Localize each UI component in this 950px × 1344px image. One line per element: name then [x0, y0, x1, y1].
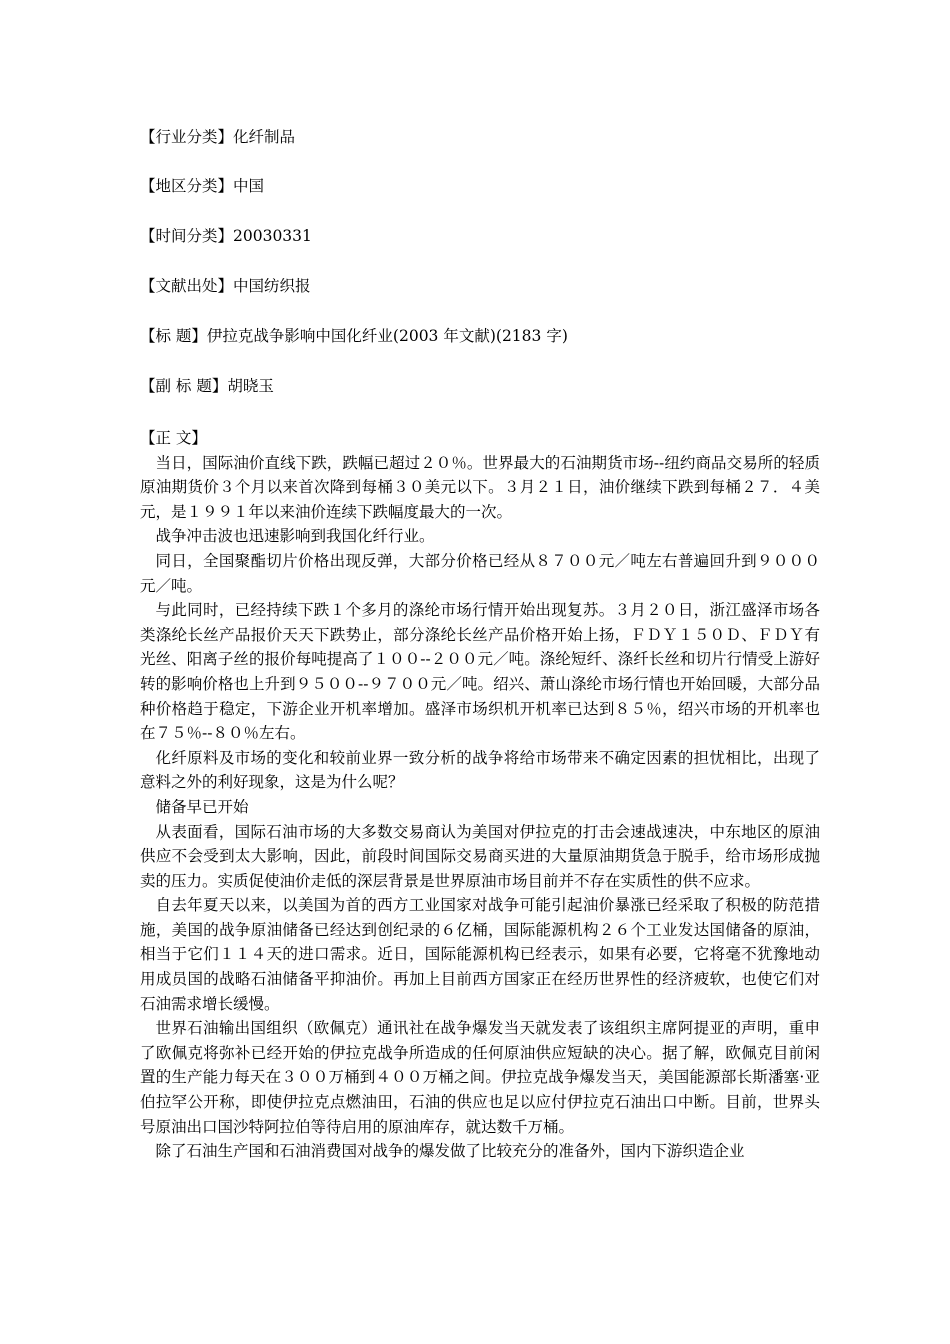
paragraph: 战争冲击波也迅速影响到我国化纤行业。 — [155, 527, 435, 546]
document-source: 【文献出处】中国纺织报 — [140, 277, 311, 295]
paragraph: 世界石油输出国组织（欧佩克）通讯社在战争爆发当天就发表了该组织主席阿提亚的声明，重申了欧佩克将弥补已经开始的伊拉克战争所造成的任何原油供应短缺的决心。据了解，欧佩克目前闲置的生产能力每天在３００万桶到４００万桶之间。伊拉克战争爆发当天，美国能源部长斯潘塞·亚伯拉罕公开称，即使伊拉克点燃油田，石油的供应也足以应付伊拉克石油出口中断。目前，世界头号原油出口国沙特阿拉伯等待启用的原油库存，就达数千万桶。 — [140, 1019, 820, 1136]
paragraph: 化纤原料及市场的变化和较前业界一致分析的战争将给市场带来不确定因素的担忧相比，出现了意料之外的利好现象，这是为什么呢？ — [140, 748, 820, 792]
industry-category: 【行业分类】化纤制品 — [140, 128, 296, 146]
document-subtitle: 【副 标 题】胡晓玉 — [140, 377, 274, 395]
body-heading: 【正 文】 — [140, 429, 207, 447]
body-text — [140, 426, 820, 1164]
paragraph: 同日，全国聚酯切片价格出现反弹，大部分价格已经从８７００元／吨左右普遍回升到９０００元／吨。 — [140, 551, 820, 595]
paragraph: 除了石油生产国和石油消费国对战争的爆发做了比较充分的准备外，国内下游织造企业 — [155, 1142, 745, 1161]
region-category: 【地区分类】中国 — [140, 177, 265, 195]
date-category: 【时间分类】20030331 — [140, 227, 312, 245]
section-subheading: 储备早已开始 — [155, 797, 249, 816]
document-title: 【标 题】伊拉克战争影响中国化纤业(2003 年文献)(2183 字) — [140, 327, 568, 345]
paragraph: 自去年夏天以来，以美国为首的西方工业国家对战争可能引起油价暴涨已经采取了积极的防范措施，美国的战争原油储备已经达到创纪录的６亿桶，国际能源机构２６个工业发达国储备的原油，相当于它们１１４天的进口需求。近日，国际能源机构已经表示，如果有必要，它将毫不犹豫地动用成员国的战略石油储备平抑油价。再加上目前西方国家正在经历世界性的经济疲软，也使它们对石油需求增长缓慢。 — [140, 896, 820, 1013]
paragraph: 从表面看，国际石油市场的大多数交易商认为美国对伊拉克的打击会速战速决，中东地区的原油供应不会受到太大影响，因此，前段时间国际交易商买进的大量原油期货急于脱手，给市场形成抛卖的压力。实质促使油价走低的深层背景是世界原油市场目前并不存在实质性的供不应求。 — [140, 822, 820, 890]
paragraph: 当日，国际油价直线下跌，跌幅已超过２０％。世界最大的石油期货市场--纽约商品交易所的轻质原油期货价３个月以来首次降到每桶３０美元以下。３月２１日，油价继续下跌到每桶２７．４美元，是１９９１年以来油价连续下跌幅度最大的一次。 — [140, 453, 820, 521]
paragraph: 与此同时，已经持续下跌１个多月的涤纶市场行情开始出现复苏。３月２０日，浙江盛泽市场各类涤纶长丝产品报价天天下跌势止，部分涤纶长丝产品价格开始上扬，ＦＤＹ１５０Ｄ、ＦＤＹ有光丝、阳离子丝的报价每吨提高了１００--２００元／吨。涤纶短纤、涤纤长丝和切片行情受上游好转的影响价格也上升到９５００--９７００元／吨。绍兴、萧山涤纶市场行情也开始回暖，大部分品种价格趋于稳定，下游企业开机率增加。盛泽市场织机开机率已达到８５％，绍兴市场的开机率也在７５％--８０％左右。 — [140, 601, 820, 743]
